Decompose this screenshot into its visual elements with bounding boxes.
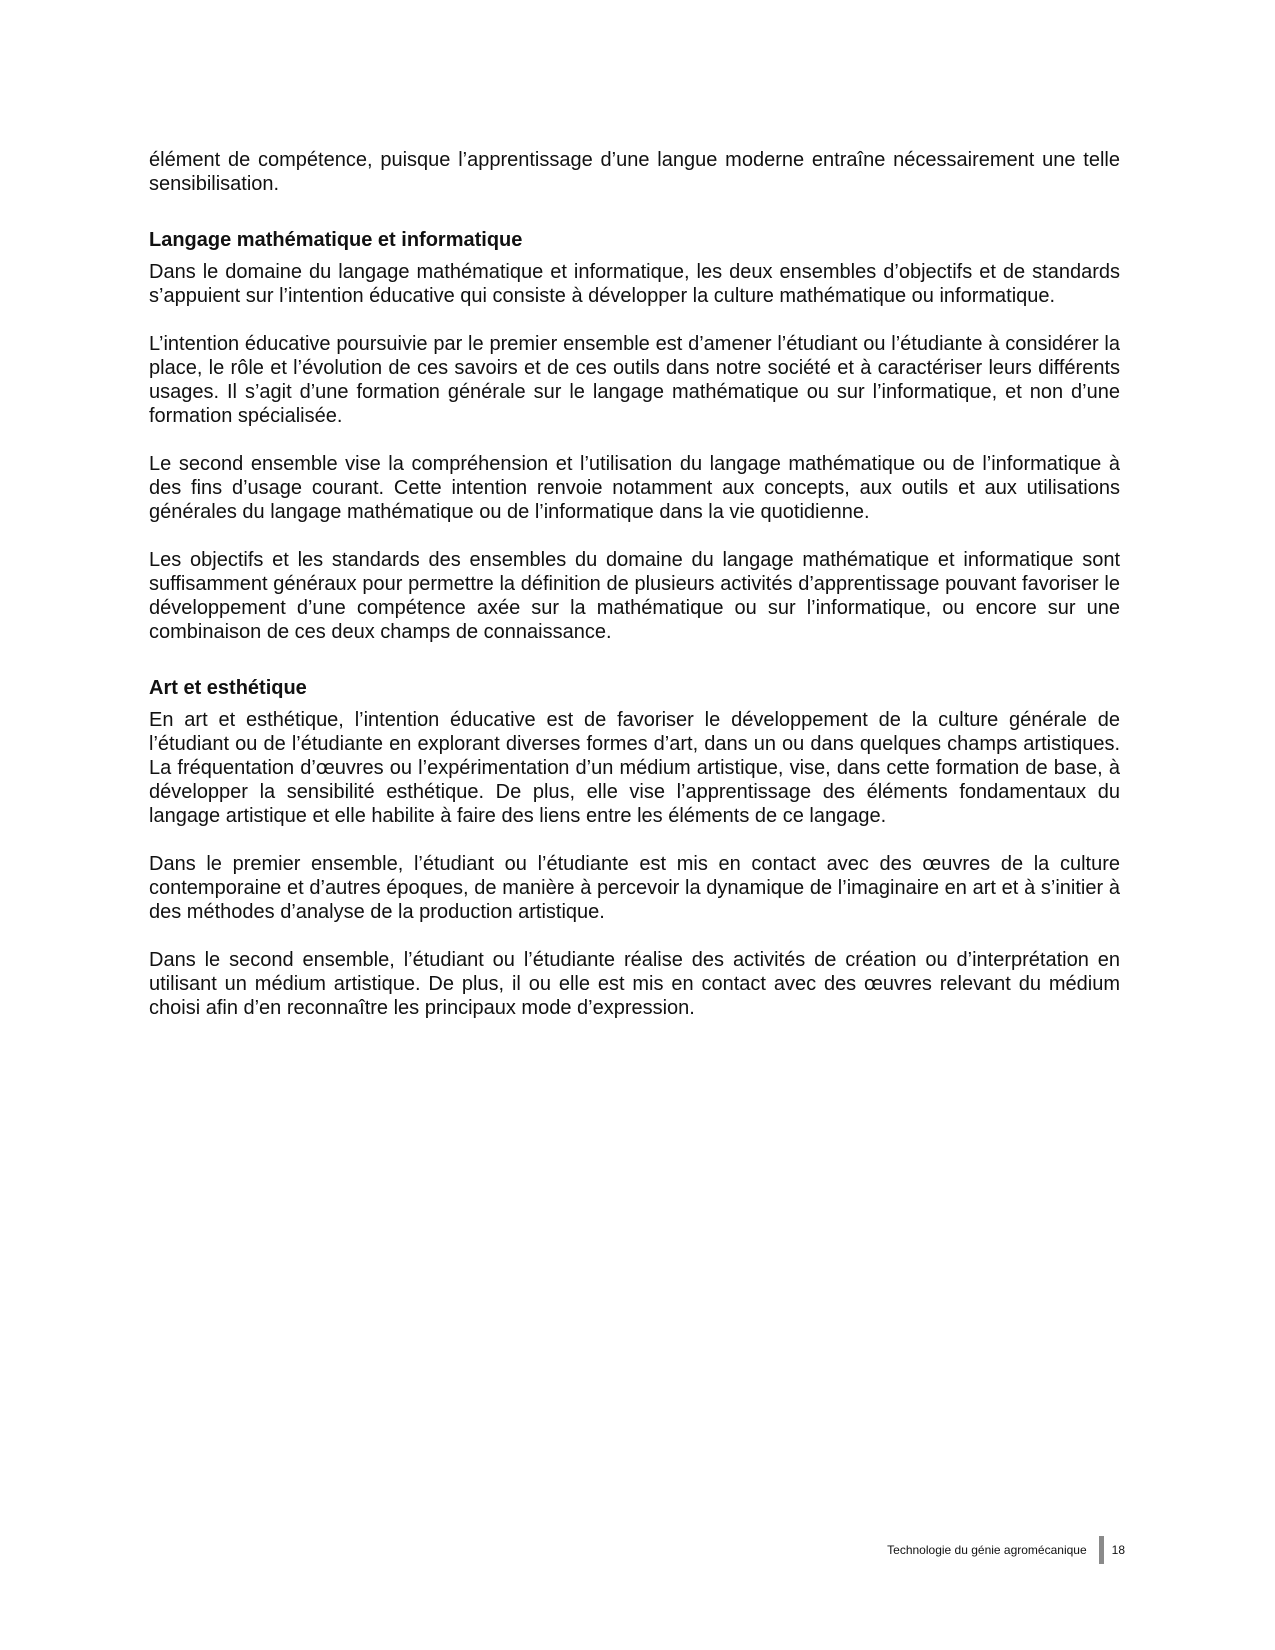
section-heading-art: Art et esthétique	[149, 677, 307, 699]
page-number: 18	[1111, 1543, 1125, 1557]
section-math-paragraph-3: Le second ensemble vise la compréhension et l’utilisation du langage mathématique ou de l’informatique à des fins d’usage courant. Cette intention renvoie notamment aux concepts, aux outils et aux utilisations générales du langage mathématique ou de l’informatique dans la vie quotidienne.	[149, 453, 1120, 523]
section-math-paragraph-4: Les objectifs et les standards des ensembles du domaine du langage mathématique et informatique sont suffisamment généraux pour permettre la définition de plusieurs activités d’apprentissage pouvant favoriser le développement d’une compétence axée sur la mathématique ou sur l’informatique, ou encore sur une combinaison de ces deux champs de connaissance.	[149, 549, 1120, 643]
section-math-paragraph-1: Dans le domaine du langage mathématique et informatique, les deux ensembles d’objectifs et de standards s’appuient sur l’intention éducative qui consiste à développer la culture mathématique ou informatique.	[149, 261, 1120, 307]
section-art-paragraph-1: En art et esthétique, l’intention éducative est de favoriser le développement de la culture générale de l’étudiant ou de l’étudiante en explorant diverses formes d’art, dans un ou dans quelques champs artistiques. La fréquentation d’œuvres ou l’expérimentation d’un médium artistique, vise, dans cette formation de base, à développer la sensibilité esthétique. De plus, elle vise l’apprentissage des éléments fondamentaux du langage artistique et elle habilite à faire des liens entre les éléments de ce langage.	[149, 709, 1120, 827]
page-footer	[887, 1536, 1125, 1564]
intro-paragraph: élément de compétence, puisque l’apprentissage d’une langue moderne entraîne nécessairement une telle sensibilisation.	[149, 149, 1120, 195]
section-art-paragraph-2: Dans le premier ensemble, l’étudiant ou l’étudiante est mis en contact avec des œuvres de la culture contemporaine et d’autres époques, de manière à percevoir la dynamique de l’imaginaire en art et à s’initier à des méthodes d’analyse de la production artistique.	[149, 853, 1120, 923]
footer-divider	[1099, 1536, 1104, 1564]
document-body	[149, 148, 1120, 1020]
footer-title: Technologie du génie agromécanique	[887, 1543, 1087, 1557]
section-math-paragraph-2: L’intention éducative poursuivie par le premier ensemble est d’amener l’étudiant ou l’étudiante à considérer la place, le rôle et l’évolution de ces savoirs et de ces outils dans notre société et à caractériser leurs différents usages. Il s’agit d’une formation générale sur le langage mathématique ou sur l’informatique, et non d’une formation spécialisée.	[149, 333, 1120, 427]
section-art-paragraph-3: Dans le second ensemble, l’étudiant ou l’étudiante réalise des activités de création ou d’interprétation en utilisant un médium artistique. De plus, il ou elle est mis en contact avec des œuvres relevant du médium choisi afin d’en reconnaître les principaux mode d’expression.	[149, 949, 1120, 1019]
section-heading-math: Langage mathématique et informatique	[149, 229, 523, 251]
